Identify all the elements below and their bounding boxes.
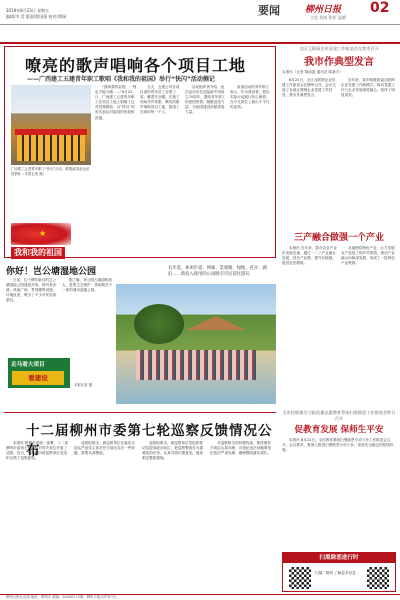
qr-code-icon	[289, 567, 311, 589]
feature-photo	[11, 85, 91, 165]
wetland-body	[6, 278, 114, 356]
sidebar-top-byline: 本报讯（记者 胡丽霞 通讯员 陈新宇）	[282, 70, 343, 74]
feature-column: 当天，五建公司各项目部的青年员工穿着工装，戴着安全帽，在施工现场齐声高歌，嘹亮的歌声响彻项目工地，感染了在场的每一个人。	[140, 85, 180, 115]
flag-graphic	[11, 223, 71, 245]
council-column: 本报讯 根据市委统一部署，十二届柳州市委第七轮巡察对有关单位开展了巡察。近日，巡察组向被巡察单位党组织反馈了巡察意见。	[6, 441, 69, 461]
sidebar-column: 本报讯 近年来，我市农业产业化发展迅速，通过一二三产业融合发展，延长产业链，提升价值链，促进农民增收。	[282, 246, 337, 266]
wetland-column: 日前，位于柳东新区的岂公塘湿地公园建成开放，园内有步道、休闲广场、景观塘等设施，环境优美，吸引了不少市民前来游玩。	[6, 278, 57, 303]
sidebar-mid-article	[282, 230, 396, 243]
header-rule	[0, 24, 400, 25]
council-body	[6, 441, 274, 589]
scan-box	[282, 552, 396, 592]
dateline	[6, 8, 126, 20]
feature-column: 活动组织者介绍，此次活动旨在迎接新中国成立70周年，激发青年职工的爱国热情，凝聚奋进力量，为祖国建设贡献青春力量。	[185, 85, 226, 115]
feature-caption: 广西建工五建青年职工“快闪”活动，歌唱祖国表达爱国情怀（本报记者 摄）	[11, 167, 90, 176]
feature-subhead: ——广西建工五建青年职工歌唱《我和我的祖国》举行“快闪”活动侧记	[27, 76, 215, 83]
sidebar-bottom-article	[282, 410, 396, 435]
qr-code-icon	[367, 567, 389, 589]
newspaper-logo: 柳州日报	[305, 5, 342, 15]
feature-body	[95, 85, 273, 255]
slogan: 主流 权威 相伴 温暖	[310, 15, 346, 20]
scan-box-text: 扫描二维码 了解更多信息	[315, 571, 356, 575]
photo-workers	[17, 135, 85, 161]
wetland-article	[4, 262, 276, 404]
badge-title: 走马看大项目	[11, 362, 45, 368]
council-column: 对巡察移交的问题线索，要按照有关规定认真办理，对违纪违法问题要依纪依法严肃处理，确保整改落实到位。	[210, 441, 272, 456]
sidebar-top-article	[282, 46, 396, 75]
photo-pavilion	[186, 316, 246, 330]
sidebar-column: 本报讯 8月22日，全市教育系统扫黑除恶专项斗争工作推进会召开。会议要求，要深入推进扫黑除恶专项斗争，营造安全稳定的校园环境。	[282, 438, 394, 453]
scan-box-label: 扫黑除恶进行时	[283, 553, 395, 563]
wetland-column: 据了解，该公园占地面积较大，是集生态保护、休闲娱乐于一体的城市湿地公园。	[62, 278, 113, 293]
wetland-photo	[116, 284, 276, 404]
section-title: 要闻	[258, 4, 280, 17]
sidebar-column: 8月22日，全区互联网企业党建工作座谈会在柳州召开。会议交流了各地互联网企业党建工作经验，我市作典型发言。	[282, 78, 336, 98]
page-number: 02	[370, 0, 390, 16]
council-headline: 十二届柳州市委第七轮巡察反馈情况公布	[26, 423, 273, 459]
sidebar-mid-body	[282, 246, 396, 406]
big-project-badge	[8, 358, 70, 388]
feature-column: “我和我的祖国，一刻也不能分割……”8月22日，广西建工五建青年职工在项目工地上唱响了这首经典歌曲，以“快闪”的形式表达对祖国的热爱和祝福。	[95, 85, 137, 120]
sidebar-bottom-body	[282, 438, 396, 550]
dateline-date: 2019年8月23日 星期五	[6, 8, 50, 13]
page-footer: 柳州日报社出版 地址：柳州市 邮编：545001 印刷：柳州日报社印务中心	[0, 594, 400, 600]
sidebar-bottom-title: 促教育发展 保师生平安	[294, 425, 384, 435]
dateline-editors: 编辑/韦 青 版面/程国强 校对/谭瑞	[6, 14, 66, 19]
sidebar-top-title: 我市作典型发言	[304, 57, 374, 68]
sidebar-bottom-kicker: 全市控烟保学习防范暴法惠教育系统扫黑除恶工作推进会昨日召开	[282, 410, 396, 421]
feature-column: 参加活动的青年职工表示，作为建设者，将以实际行动践行初心使命，在平凡岗位上做出不平凡的业绩。	[230, 85, 270, 110]
photo-visitors	[136, 350, 256, 380]
sidebar-column: 各地围绕特色产业，大力发展农产品加工和乡村旅游，推动产业融合向纵深发展，形成了一批特色产业集群。	[341, 246, 395, 266]
council-article	[4, 412, 276, 592]
feature-article	[4, 46, 276, 258]
feature-tag: 我和我的祖国	[11, 247, 65, 259]
star-icon: ★	[39, 229, 47, 238]
photo-credit: 本报记者 摄	[74, 383, 93, 387]
sidebar-column: 近年来，我市积极探索互联网企业党建工作新模式，推动党建工作与企业发展深度融合，取得了明显成效。	[341, 78, 395, 98]
wetland-subhead: 有步道、休闲步道、网廊、景观塘、绿地、花卉、湖泊……新投入使用的公园吸引市民前往游玩	[168, 266, 267, 277]
photo-tree	[134, 304, 184, 344]
council-column: 巡察组要求，被巡察单位党组织要切实提高政治站位，把巡察整改作为重要政治任务，认真对照反馈意见，逐条制定整改措施。	[142, 441, 204, 461]
feature-headline: 嘹亮的歌声唱响各个项目工地	[25, 56, 247, 75]
sidebar-top-kicker: 全区互联网企业党建工作座谈会在我市召开	[299, 46, 379, 51]
wetland-headline: 你好！岂公塘湿地公园	[6, 267, 97, 277]
badge-subtitle: 看建设	[12, 371, 64, 385]
sidebar-top-body	[282, 78, 396, 228]
council-column: 巡察组指出，被巡察单位在落实全面从严治党主体责任方面还存在一些问题，需要认真整改。	[74, 441, 136, 456]
sidebar-mid-title: 三产融合做强一个产业	[293, 233, 384, 243]
page-header	[0, 0, 400, 44]
